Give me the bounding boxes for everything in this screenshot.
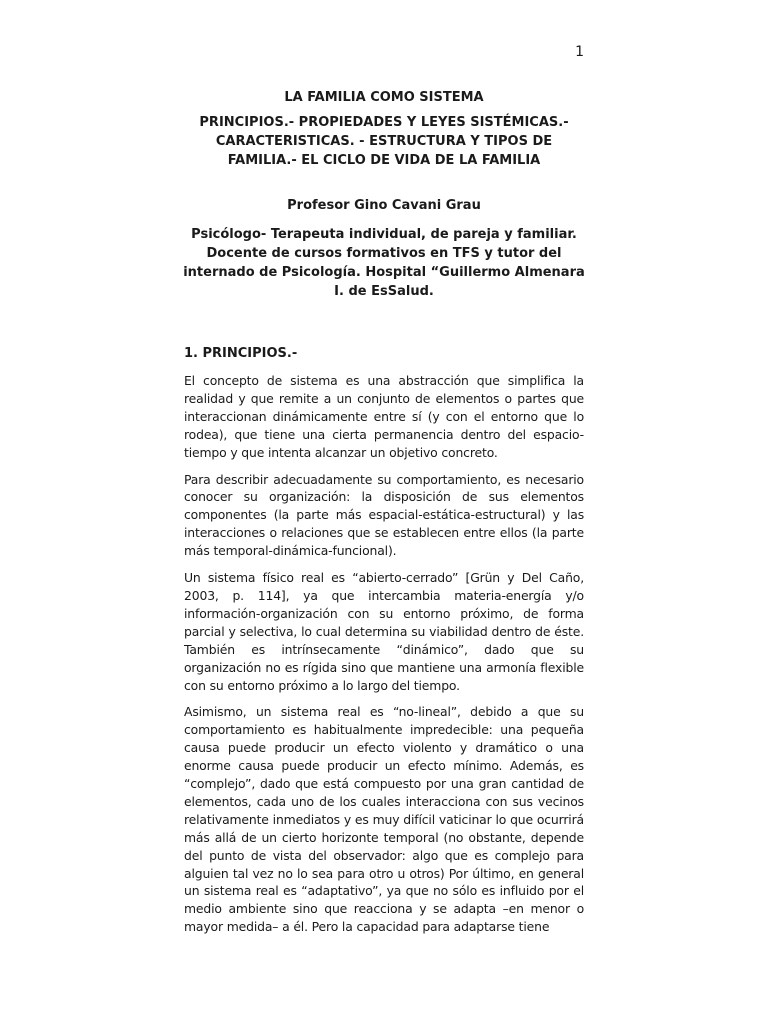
document-header xyxy=(182,88,586,301)
paragraph: Asimismo, un sistema real es “no-lineal”, debido a que su comportamiento es habitualmente impredecible: una pequeña causa puede producir un efecto violento y dramático o una enorme causa puede producir un efecto mínimo. Además, es “complejo”, dado que está compuesto por una gran cantidad de elementos, cada uno de los cuales interacciona con sus vecinos relativamente inmediatos y es muy difícil vaticinar lo que ocurrirá más allá de un cierto horizonte temporal (no obstante, depende del punto de vista del observador: algo que es complejo para alguien tal vez no lo sea para otro u otros) Por último, en general un sistema real es “adaptativo”, ya que no sólo es influido por el medio ambiente sino que reacciona y se adapta –en menor o mayor medida– a él. Pero la capacidad para adaptarse tiene xyxy=(184,704,584,935)
page-number: 1 xyxy=(575,44,584,60)
author-name: Profesor Gino Cavani Grau xyxy=(287,198,481,213)
document-body xyxy=(184,344,584,945)
author-affiliation: Psicólogo- Terapeuta individual, de pareja y familiar. Docente de cursos formativos en TFS y tutor del internado de Psicología. Hospital “Guillermo Almenara I. de EsSalud. xyxy=(183,227,585,299)
document-subtitle: PRINCIPIOS.- PROPIEDADES Y LEYES SISTÉMICAS.- CARACTERISTICAS. - ESTRUCTURA Y TIPOS DE FAMILIA.- EL CICLO DE VIDA DE LA FAMILIA xyxy=(199,115,569,168)
document-title: LA FAMILIA COMO SISTEMA xyxy=(284,90,484,105)
paragraph: Un sistema físico real es “abierto-cerrado” [Grün y Del Caño, 2003, p. 114], ya que intercambia materia-energía y/o información-organización con su entorno próximo, de forma parcial y selectiva, lo cual determina su viabilidad dentro de éste. También es intrínsecamente “dinámico”, dado que su organización no es rígida sino que mantiene una armonía flexible con su entorno próximo a lo largo del tiempo. xyxy=(184,570,584,693)
section-heading: 1. PRINCIPIOS.- xyxy=(184,346,298,361)
paragraph: El concepto de sistema es una abstracción que simplifica la realidad y que remite a un conjunto de elementos o partes que interaccionan dinámicamente entre sí (y con el entorno que lo rodea), que tiene una cierta permanencia dentro del espacio-tiempo y que intenta alcanzar un objetivo concreto. xyxy=(184,373,584,460)
paragraph: Para describir adecuadamente su comportamiento, es necesario conocer su organización: la disposición de sus elementos componentes (la parte más espacial-estática-estructural) y las interacciones o relaciones que se establecen entre ellos (la parte más temporal-dinámica-funcional). xyxy=(184,471,584,559)
